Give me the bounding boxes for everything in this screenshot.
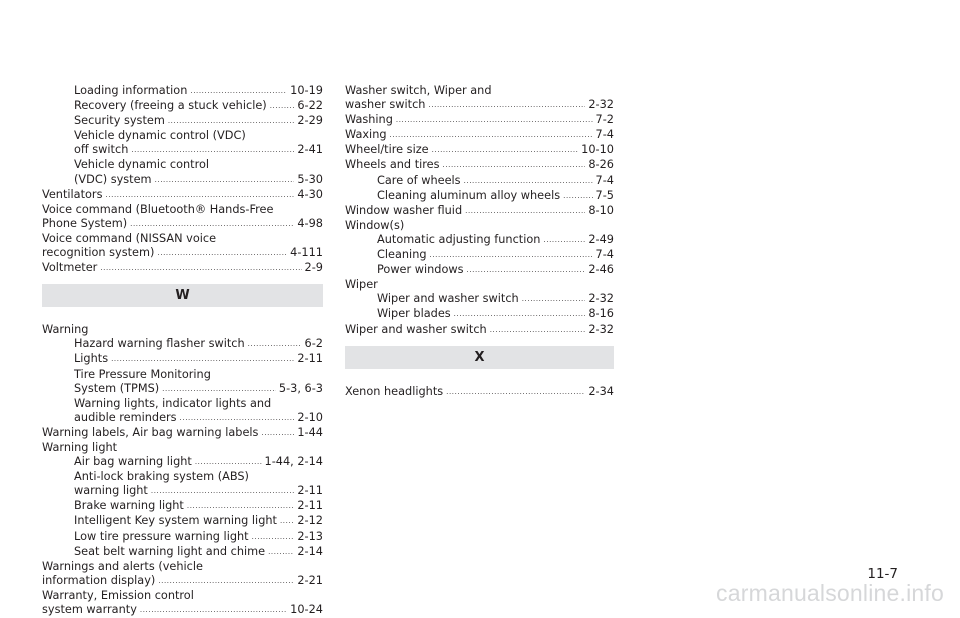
index-entry bbox=[345, 158, 614, 173]
dot-leader bbox=[396, 113, 593, 127]
dot-leader bbox=[140, 603, 287, 617]
dot-leader bbox=[151, 484, 294, 498]
page-reference: 1-44, 2-14 bbox=[264, 455, 323, 469]
index-column-left bbox=[42, 84, 323, 618]
index-entry bbox=[42, 426, 323, 441]
entry-label: off switch bbox=[74, 143, 129, 157]
page-reference: 2-32 bbox=[588, 322, 614, 336]
page-reference: 2-11 bbox=[297, 499, 323, 513]
page-reference: 2-41 bbox=[297, 143, 323, 157]
index-entry bbox=[42, 261, 323, 276]
index-heading: Anti-lock braking system (ABS) bbox=[74, 470, 249, 484]
index-entry bbox=[345, 233, 614, 248]
index-heading: Tire Pressure Monitoring bbox=[74, 367, 211, 381]
dot-leader bbox=[430, 248, 593, 262]
dot-leader bbox=[187, 499, 294, 513]
index-entry bbox=[42, 484, 323, 499]
index-entry bbox=[42, 499, 323, 514]
page-reference: 8-10 bbox=[588, 203, 614, 217]
entry-label: Xenon headlights bbox=[345, 384, 444, 398]
index-column-right bbox=[345, 84, 614, 400]
index-entry bbox=[42, 217, 323, 232]
index-entry bbox=[345, 263, 614, 278]
index-entry bbox=[42, 530, 323, 545]
page-reference: 2-49 bbox=[588, 232, 614, 246]
entry-label: Brake warning light bbox=[74, 499, 184, 513]
index-entry bbox=[42, 84, 323, 99]
page-reference: 2-9 bbox=[304, 261, 323, 275]
dot-leader bbox=[168, 114, 295, 128]
page-reference: 6-22 bbox=[297, 99, 323, 113]
dot-leader bbox=[162, 382, 276, 396]
page-reference: 2-11 bbox=[297, 352, 323, 366]
index-heading: Voice command (NISSAN voice bbox=[42, 231, 217, 245]
page-reference: 7-2 bbox=[595, 113, 614, 127]
dot-leader bbox=[130, 217, 294, 231]
entry-label: audible reminders bbox=[74, 410, 177, 424]
entry-label: Ventilators bbox=[42, 187, 103, 201]
dot-leader bbox=[158, 574, 294, 588]
entry-label: (VDC) system bbox=[74, 172, 152, 186]
dot-leader bbox=[195, 455, 262, 469]
entry-label: Window washer fluid bbox=[345, 203, 463, 217]
dot-leader bbox=[454, 307, 586, 321]
section-header: X bbox=[345, 346, 614, 369]
page-reference: 2-12 bbox=[297, 514, 323, 528]
dot-leader bbox=[432, 143, 579, 157]
index-heading: Vehicle dynamic control (VDC) bbox=[74, 129, 246, 143]
dot-leader bbox=[467, 263, 586, 277]
entry-label: Low tire pressure warning light bbox=[74, 529, 249, 543]
index-entry bbox=[345, 143, 614, 158]
index-entry bbox=[345, 128, 614, 143]
dot-leader bbox=[490, 323, 586, 337]
index-heading: Warning bbox=[42, 323, 89, 337]
dot-leader bbox=[522, 292, 586, 306]
entry-label: Waxing bbox=[345, 128, 387, 142]
page-reference: 7-4 bbox=[595, 248, 614, 262]
entry-label: System (TPMS) bbox=[74, 381, 160, 395]
index-entry bbox=[345, 292, 614, 307]
page-reference: 10-24 bbox=[290, 603, 323, 616]
index-entry bbox=[345, 174, 614, 189]
page-reference: 2-10 bbox=[297, 410, 323, 424]
dot-leader bbox=[390, 128, 593, 142]
dot-leader bbox=[157, 246, 287, 260]
page-reference: 4-30 bbox=[297, 187, 323, 201]
index-entry bbox=[42, 545, 323, 560]
index-heading: Wiper bbox=[345, 278, 378, 292]
entry-label: Automatic adjusting function bbox=[377, 232, 541, 246]
index-entry bbox=[42, 352, 323, 367]
page-reference: 2-29 bbox=[297, 114, 323, 128]
page-reference: 2-32 bbox=[588, 98, 614, 112]
dot-leader bbox=[180, 411, 295, 425]
index-heading: Vehicle dynamic control bbox=[74, 158, 210, 172]
index-entry bbox=[42, 99, 323, 114]
page-reference: 7-5 bbox=[595, 188, 614, 202]
index-entry bbox=[42, 143, 323, 158]
dot-leader bbox=[428, 98, 585, 112]
dot-leader bbox=[268, 545, 294, 559]
page-reference: 5-3, 6-3 bbox=[278, 381, 323, 395]
dot-leader bbox=[100, 261, 301, 275]
index-heading: Warning lights, indicator lights and bbox=[74, 396, 272, 410]
index-entry bbox=[42, 455, 323, 470]
dot-leader bbox=[443, 158, 586, 172]
page-reference: 1-44 bbox=[297, 425, 323, 439]
page-reference: 2-14 bbox=[297, 544, 323, 558]
index-heading: Warranty, Emission control bbox=[42, 588, 194, 602]
entry-label: Voltmeter bbox=[42, 261, 98, 275]
index-heading: Warnings and alerts (vehicle bbox=[42, 559, 203, 573]
watermark[interactable]: carmanualsonline.info bbox=[716, 580, 944, 606]
index-entry bbox=[345, 385, 614, 400]
entry-label: Security system bbox=[74, 114, 165, 128]
section-header: W bbox=[42, 284, 323, 307]
page-reference: 8-26 bbox=[588, 158, 614, 172]
page-reference: 7-4 bbox=[595, 128, 614, 142]
dot-leader bbox=[270, 99, 295, 113]
dot-leader bbox=[446, 385, 585, 399]
entry-label: Air bag warning light bbox=[74, 455, 192, 469]
page-reference: 2-21 bbox=[297, 573, 323, 587]
index-entry bbox=[42, 246, 323, 261]
index-entry bbox=[42, 114, 323, 129]
dot-leader bbox=[155, 173, 295, 187]
page-reference: 10-19 bbox=[290, 84, 323, 97]
page-reference: 2-34 bbox=[588, 384, 614, 398]
index-entry bbox=[42, 188, 323, 203]
page-reference: 5-30 bbox=[297, 172, 323, 186]
entry-label: Phone System) bbox=[42, 216, 128, 230]
entry-label: washer switch bbox=[345, 98, 426, 112]
entry-label: Hazard warning flasher switch bbox=[74, 337, 245, 351]
entry-label: warning light bbox=[74, 484, 148, 498]
index-entry bbox=[345, 307, 614, 322]
page-number: 11-7 bbox=[867, 566, 898, 582]
entry-label: Wheel/tire size bbox=[345, 143, 429, 157]
index-entry bbox=[345, 189, 614, 204]
entry-label: Recovery (freeing a stuck vehicle) bbox=[74, 99, 267, 113]
entry-label: Wiper blades bbox=[377, 307, 451, 321]
dot-leader bbox=[280, 514, 294, 528]
entry-label: Wiper and washer switch bbox=[345, 322, 487, 336]
entry-label: Loading information bbox=[74, 84, 188, 97]
index-heading: Voice command (Bluetooth® Hands-Free bbox=[42, 202, 274, 216]
dot-leader bbox=[105, 188, 294, 202]
dot-leader bbox=[252, 530, 295, 544]
dot-leader bbox=[248, 337, 302, 351]
page-reference: 4-98 bbox=[297, 216, 323, 230]
index-heading: Warning light bbox=[42, 440, 118, 454]
dot-leader bbox=[261, 426, 294, 440]
page-reference: 2-13 bbox=[297, 529, 323, 543]
page-reference: 2-11 bbox=[297, 484, 323, 498]
page-reference: 4-111 bbox=[290, 246, 323, 260]
page-reference: 7-4 bbox=[595, 173, 614, 187]
index-entry bbox=[42, 337, 323, 352]
index-entry bbox=[42, 382, 323, 397]
page-reference: 10-10 bbox=[581, 143, 614, 157]
entry-label: Cleaning bbox=[377, 248, 427, 262]
index-entry bbox=[345, 248, 614, 263]
index-entry bbox=[42, 411, 323, 426]
index-entry bbox=[42, 574, 323, 589]
entry-label: Power windows bbox=[377, 263, 464, 277]
index-entry bbox=[345, 323, 614, 338]
entry-label: Warning labels, Air bag warning labels bbox=[42, 425, 259, 439]
dot-leader bbox=[543, 233, 585, 247]
entry-label: Intelligent Key system warning light bbox=[74, 514, 277, 528]
entry-label: information display) bbox=[42, 573, 156, 587]
page-reference: 6-2 bbox=[304, 337, 323, 351]
index-heading: Window(s) bbox=[345, 218, 405, 232]
entry-label: Wiper and washer switch bbox=[377, 292, 519, 306]
dot-leader bbox=[190, 84, 287, 98]
index-entry bbox=[345, 113, 614, 128]
entry-label: Care of wheels bbox=[377, 173, 461, 187]
index-entry bbox=[42, 173, 323, 188]
dot-leader bbox=[563, 189, 592, 203]
dot-leader bbox=[131, 143, 294, 157]
entry-label: Wheels and tires bbox=[345, 158, 440, 172]
page-reference: 2-32 bbox=[588, 292, 614, 306]
entry-label: recognition system) bbox=[42, 246, 155, 260]
index-entry bbox=[42, 514, 323, 529]
dot-leader bbox=[111, 352, 294, 366]
dot-leader bbox=[464, 174, 593, 188]
index-heading: Washer switch, Wiper and bbox=[345, 84, 492, 97]
index-entry bbox=[345, 98, 614, 113]
entry-label: system warranty bbox=[42, 603, 137, 616]
entry-label: Lights bbox=[74, 352, 109, 366]
dot-leader bbox=[465, 204, 585, 218]
page-reference: 8-16 bbox=[588, 307, 614, 321]
page-reference: 2-46 bbox=[588, 263, 614, 277]
entry-label: Washing bbox=[345, 113, 393, 127]
index-entry bbox=[345, 204, 614, 219]
entry-label: Seat belt warning light and chime bbox=[74, 544, 266, 558]
entry-label: Cleaning aluminum alloy wheels bbox=[377, 188, 561, 202]
